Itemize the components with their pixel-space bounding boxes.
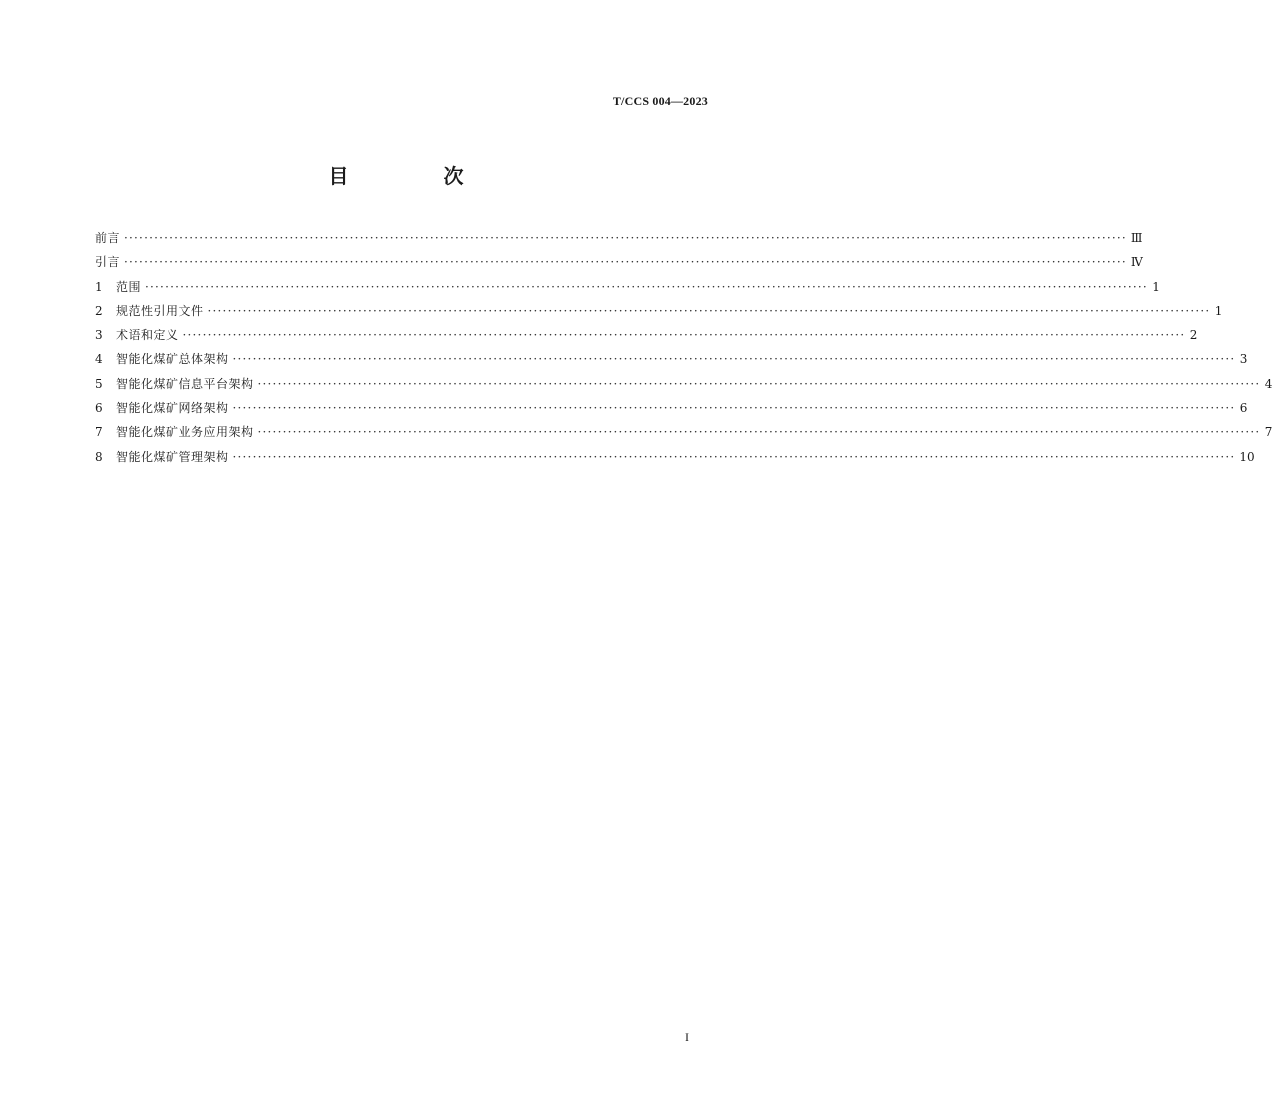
toc-entry-title: 术语和定义 (116, 328, 179, 343)
toc-entry-title: 规范性引用文件 (116, 303, 204, 318)
toc-entry-page: Ⅳ (1130, 255, 1143, 270)
table-of-contents (95, 226, 1272, 469)
toc-entry-number: 1 (95, 279, 103, 294)
toc-dot-leader: ········································································································································································································ (182, 328, 1186, 343)
toc-entry-1[interactable] (95, 275, 1160, 299)
toc-entry-page: 3 (1239, 352, 1248, 367)
toc-entry-6[interactable] (95, 396, 1248, 420)
toc-entry-number: 8 (95, 449, 103, 464)
toc-entry-foreword[interactable] (95, 226, 1143, 250)
toc-entry-number: 6 (95, 401, 103, 416)
toc-entry-title: 智能化煤矿管理架构 (116, 449, 229, 464)
toc-entry-page: 1 (1152, 279, 1160, 294)
toc-dot-leader: ········································································································································································································ (207, 303, 1211, 318)
toc-entry-title: 智能化煤矿总体架构 (116, 352, 229, 367)
toc-dot-leader: ········································································································································································································ (145, 279, 1148, 294)
toc-entry-number: 4 (95, 352, 103, 367)
page-title: 目 次 (328, 164, 508, 188)
page-number: I (685, 1030, 689, 1044)
toc-entry-page: 4 (1264, 376, 1272, 391)
toc-entry-title: 前言 (95, 231, 121, 245)
toc-entry-page: 7 (1264, 425, 1272, 440)
toc-dot-leader: ········································································································································································································ (232, 449, 1236, 464)
toc-entry-title: 智能化煤矿业务应用架构 (116, 425, 254, 440)
toc-entry-5[interactable] (95, 372, 1272, 396)
toc-entry-introduction[interactable] (95, 250, 1143, 274)
toc-entry-page: 10 (1239, 449, 1255, 464)
toc-entry-4[interactable] (95, 347, 1248, 371)
toc-entry-8[interactable] (95, 445, 1255, 469)
toc-entry-7[interactable] (95, 420, 1272, 444)
toc-entry-title: 范围 (116, 279, 142, 294)
toc-entry-3[interactable] (95, 323, 1198, 347)
toc-dot-leader: ········································································································································································································ (232, 352, 1236, 367)
toc-entry-page: 2 (1189, 328, 1198, 343)
document-code: T/CCS 004—2023 (612, 94, 708, 108)
toc-dot-leader: ········································································································································································································ (232, 401, 1236, 416)
toc-entry-title: 智能化煤矿信息平台架构 (116, 376, 254, 391)
toc-entry-page: Ⅲ (1130, 231, 1143, 245)
toc-entry-page: 1 (1214, 303, 1223, 318)
toc-entry-2[interactable] (95, 299, 1223, 323)
toc-entry-title: 智能化煤矿网络架构 (116, 401, 229, 416)
toc-entry-title: 引言 (95, 255, 121, 270)
toc-entry-number: 3 (95, 328, 103, 343)
toc-entry-number: 2 (95, 303, 103, 318)
toc-entry-number: 7 (95, 425, 103, 440)
toc-entry-page: 6 (1239, 401, 1248, 416)
toc-dot-leader: ········································································································································································································ (257, 425, 1261, 440)
toc-dot-leader: ········································································································································································································ (124, 255, 1127, 270)
toc-dot-leader: ········································································································································································································ (257, 376, 1261, 391)
toc-entry-number: 5 (95, 376, 103, 391)
toc-dot-leader: ········································································································································································································ (124, 231, 1127, 245)
